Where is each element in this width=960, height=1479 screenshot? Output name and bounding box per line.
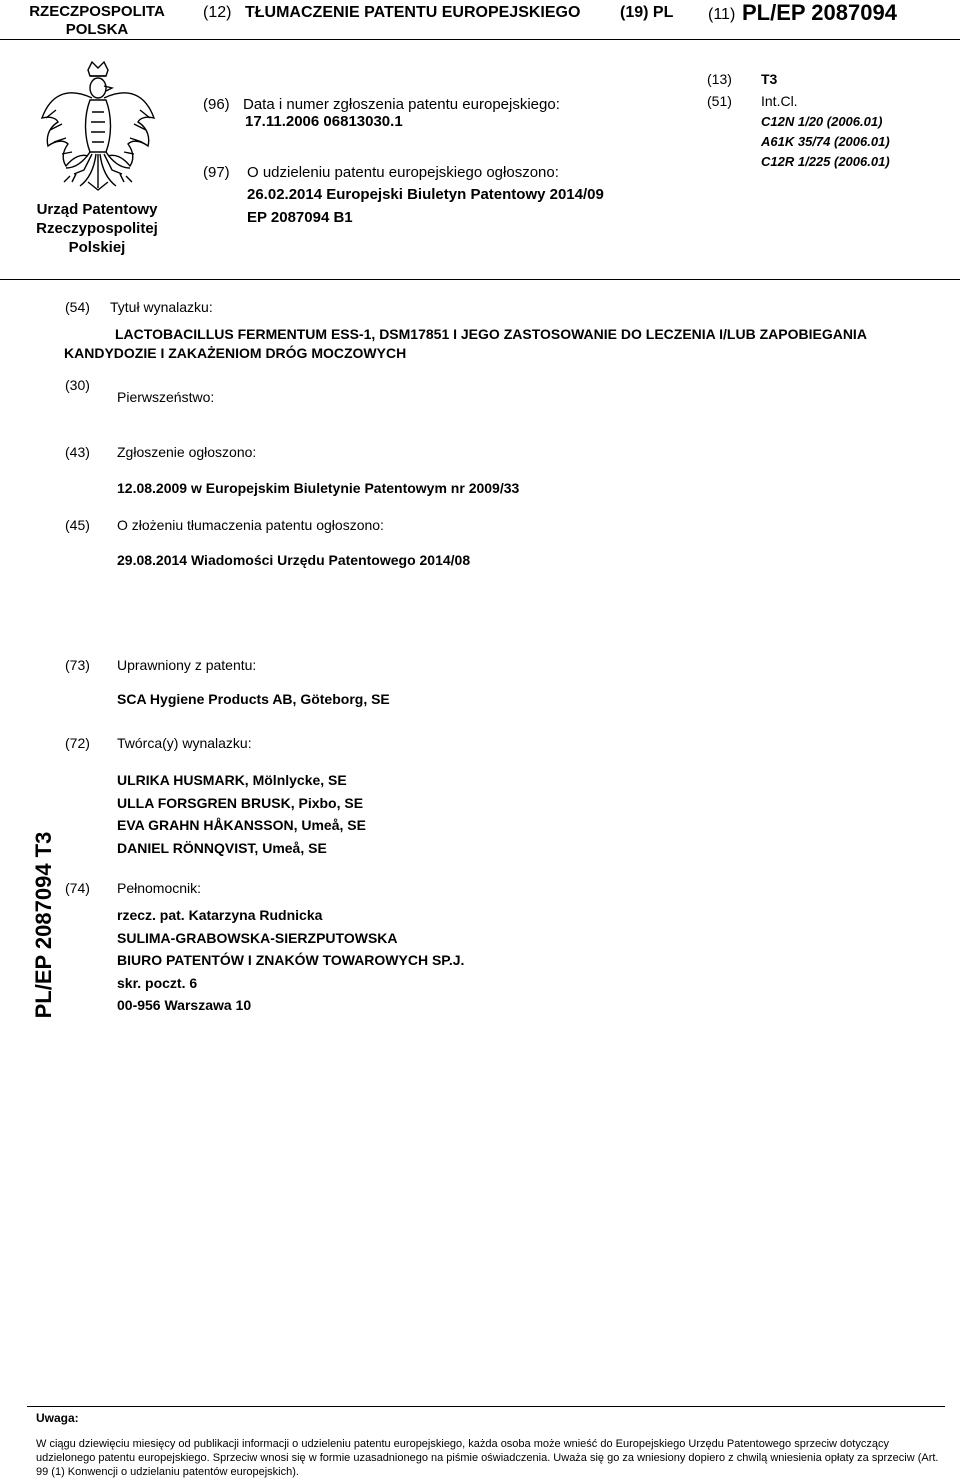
note-label: Uwaga: xyxy=(36,1411,79,1425)
section-divider xyxy=(0,279,960,280)
grant-number: EP 2087094 B1 xyxy=(247,209,353,226)
filing-value: 17.11.2006 06813030.1 xyxy=(245,113,403,130)
title-label: Tytuł wynalazku: xyxy=(110,299,213,315)
attorney-line: SULIMA-GRABOWSKA-SIERZPUTOWSKA xyxy=(117,929,398,946)
intcl-label: Int.Cl. xyxy=(761,93,798,109)
application-value: 12.08.2009 w Europejskim Biuletynie Patentowym nr 2009/33 xyxy=(117,480,520,496)
code-73: (73) xyxy=(65,657,90,673)
invention-title-line1: LACTOBACILLUS FERMENTUM ESS-1, DSM17851 I JEGO ZASTOSOWANIE DO LECZENIA I/LUB ZAPOBIEGANIA xyxy=(115,326,867,342)
note-text: W ciągu dziewięciu miesięcy od publikacji informacji o udzieleniu patentu europejskiego, każda osoba może wnieść do Europejskiego Urzędu Patentowego sprzeciw dotyczący udzielonego patentu europejskiego. Sprzeciw wnosi się w formie uzasadnionego na piśmie oświadczenia. Uważa się go za wniesiony dopiero z chwilą wniesienia opłaty za sprzeciw (Art. 99 (1) Konwencji o udzielaniu patentów europejskich). xyxy=(36,1438,939,1478)
patent-office xyxy=(22,200,172,257)
code-13: (13) xyxy=(707,71,732,87)
inventor-name: EVA GRAHN HÅKANSSON, Umeå, SE xyxy=(117,817,366,833)
office-line1: Urząd Patentowy xyxy=(36,201,158,218)
classification-entry: C12R 1/225 (2006.01) xyxy=(761,154,890,169)
code-19: (19) PL xyxy=(620,4,674,21)
attorney-line: BIURO PATENTÓW I ZNAKÓW TOWAROWYCH SP.J. xyxy=(117,952,465,968)
footer-divider xyxy=(27,1406,945,1407)
attorney-line: rzecz. pat. Katarzyna Rudnicka xyxy=(117,907,323,923)
country-line1: RZECZPOSPOLITA xyxy=(29,3,165,20)
priority-label: Pierwszeństwo: xyxy=(117,389,215,405)
code-45: (45) xyxy=(65,517,90,533)
invention-title-line2: KANDYDOZIE I ZAKAŻENIOM DRÓG MOCZOWYCH xyxy=(64,345,407,361)
classification-entry: C12N 1/20 (2006.01) xyxy=(761,114,883,129)
attorney-details xyxy=(117,904,464,1017)
side-patent-label: PL/EP 2087094 T3 xyxy=(31,831,56,1019)
code-74: (74) xyxy=(65,880,90,896)
inventor-list xyxy=(117,769,366,859)
header-divider xyxy=(0,39,960,40)
country-name xyxy=(26,3,168,38)
office-line3: Polskiej xyxy=(68,239,126,256)
code-43: (43) xyxy=(65,444,90,460)
inventor-name: ULLA FORSGREN BRUSK, Pixbo, SE xyxy=(117,794,364,811)
attorney-line: 00-956 Warszawa 10 xyxy=(117,997,252,1013)
kind-code: T3 xyxy=(761,71,778,87)
grant-label: O udzieleniu patentu europejskiego ogłoszono: xyxy=(247,164,559,181)
attorney-line: skr. poczt. 6 xyxy=(117,974,198,991)
code-72: (72) xyxy=(65,735,90,751)
translation-value: 29.08.2014 Wiadomości Urzędu Patentowego 2014/08 xyxy=(117,552,471,568)
country-line2: POLSKA xyxy=(65,21,129,38)
patent-number: PL/EP 2087094 xyxy=(742,0,897,25)
code-11: (11) xyxy=(708,6,736,23)
inventor-name: DANIEL RÖNNQVIST, Umeå, SE xyxy=(117,839,327,856)
proprietor-label: Uprawniony z patentu: xyxy=(117,657,257,673)
filing-label: Data i numer zgłoszenia patentu europejskiego: xyxy=(243,96,560,113)
code-97: (97) xyxy=(203,164,230,181)
document-type: TŁUMACZENIE PATENTU EUROPEJSKIEGO xyxy=(245,4,581,21)
inventors-label: Twórca(y) wynalazku: xyxy=(117,735,252,751)
classification-list xyxy=(761,112,890,172)
grant-value: 26.02.2014 Europejski Biuletyn Patentowy 2014/09 xyxy=(247,186,604,203)
inventor-name: ULRIKA HUSMARK, Mölnlycke, SE xyxy=(117,772,347,788)
code-12: (12) xyxy=(203,4,232,21)
code-51: (51) xyxy=(707,93,732,109)
application-label: Zgłoszenie ogłoszono: xyxy=(117,444,257,460)
code-96: (96) xyxy=(203,96,230,113)
eagle-emblem xyxy=(36,56,160,201)
attorney-label: Pełnomocnik: xyxy=(117,880,202,896)
proprietor-value: SCA Hygiene Products AB, Göteborg, SE xyxy=(117,691,390,707)
code-30: (30) xyxy=(65,377,90,393)
translation-label: O złożeniu tłumaczenia patentu ogłoszono: xyxy=(117,517,384,533)
code-54: (54) xyxy=(65,299,90,315)
classification-entry: A61K 35/74 (2006.01) xyxy=(761,134,890,149)
office-line2: Rzeczypospolitej xyxy=(36,220,158,237)
